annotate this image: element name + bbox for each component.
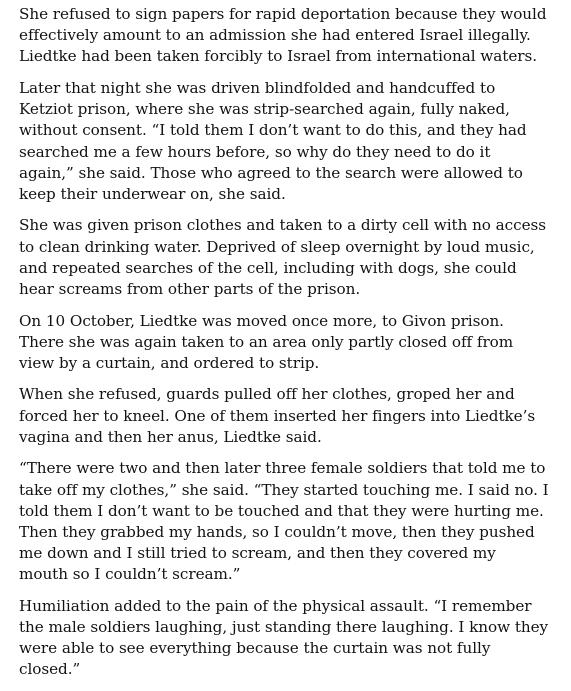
article-paragraph-6: “There were two and then later three female soldiers that told me to take off my clothes,” she said. “They started touching me. I said no. I told them I don’t want to be touched and that they were hurting me. Then they grabbed my hands, so I couldn’t move, then they pushed me down and I still tried to scream, and then they covered my mouth so I couldn’t scream.” <box>19 459 549 584</box>
article-paragraph-4: On 10 October, Liedtke was moved once more, to Givon prison. There she was again taken to an area only partly closed off from view by a curtain, and ordered to strip. <box>19 311 514 372</box>
article-paragraph-1: She refused to sign papers for rapid deportation because they would effectively amount to an admission she had entered Israel illegally. Liedtke had been taken forcibly to Israel from international waters. <box>19 5 547 66</box>
article-paragraph-5: When she refused, guards pulled off her clothes, groped her and forced her to kneel. One of them inserted her fingers into Liedtke’s vagina and then her anus, Liedtke said. <box>19 385 536 446</box>
article-paragraph-2: Later that night she was driven blindfolded and handcuffed to Ketziot prison, where she was strip-searched again, fully naked, without consent. “I told them I don’t want to do this, and they had searched me a few hours before, so why do they need to do it again,” she said. Those who agreed to the search were allowed to keep their underwear on, she said. <box>19 78 527 203</box>
article-body <box>19 4 549 691</box>
article-paragraph-7: Humiliation added to the pain of the physical assault. “I remember the male soldiers laughing, just standing there laughing. I know they were able to see everything because the curtain was not fully closed.” <box>19 596 549 679</box>
article-paragraph-3: She was given prison clothes and taken to a dirty cell with no access to clean drinking water. Deprived of sleep overnight by loud music, and repeated searches of the cell, including with dogs, she could hear screams from other parts of the prison. <box>19 216 547 299</box>
